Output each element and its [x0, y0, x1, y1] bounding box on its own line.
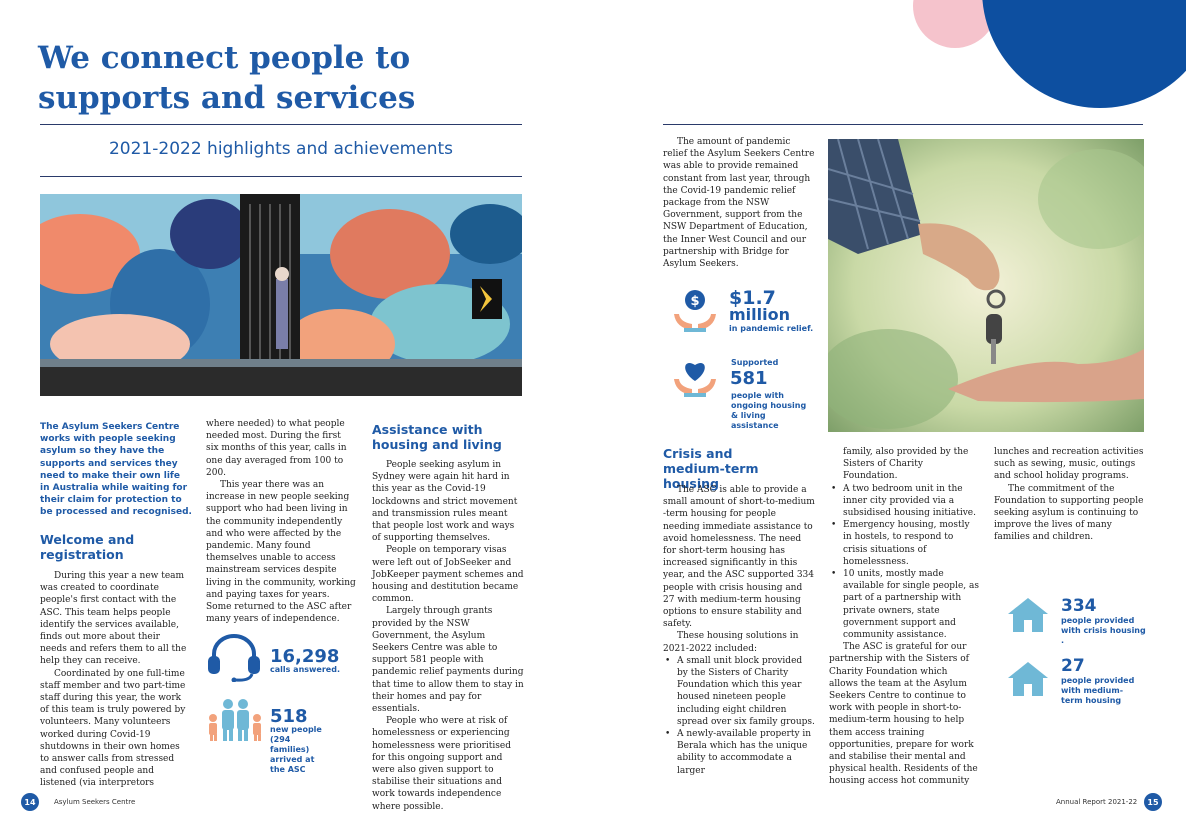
house-icon — [1006, 660, 1050, 698]
assistance-paragraph-2: People on temporary visas were left out of JobSeeker and JobKeeper payment schemes and housing and destitution became common. — [372, 545, 524, 605]
welcome-paragraph-1: During this year a new team was created to coordinate people's first contact with the ASC. This team helps people identify the services available, finds out more about their needs and refers them to all the help they can receive. — [40, 571, 187, 667]
housing-list-item: • A two bedroom unit in the inner city provided via a subsidised housing initiative. — [843, 483, 979, 520]
housing-list-item: • A newly-available property in Berala which has the unique ability to accommodate a larger — [677, 728, 815, 777]
heart-hands-icon — [670, 355, 720, 401]
money-hands-icon — [670, 288, 720, 334]
stat-crisis-number: 334 — [1061, 596, 1097, 616]
family-icon — [206, 698, 264, 742]
welcome-paragraph-2: Coordinated by one full-time staff member and two part-time staff during this year, the work of this team is truly powered by volunteers. Many volunteers worked during Covid-19 shutdowns in their own homes to answer calls from stressed and confused people and listened (via interpretors — [40, 668, 186, 789]
welcome-body — [40, 570, 188, 790]
svg-text:$: $ — [690, 294, 700, 309]
keys-photo — [828, 139, 1144, 432]
stat-supported-number: 581 — [730, 368, 768, 389]
assistance-body — [372, 459, 524, 813]
mural-photo — [40, 194, 522, 396]
relief-text: The amount of pandemic relief the Asylum Seekers Centre was able to provide remained constant from last year, through the Covid-19 pandemic relief package from the NSW Government, support from the NSW Department of Education, the Inner West Council and our partnership with Bridge for Asylum Seekers. — [663, 137, 815, 270]
crisis-body — [663, 484, 815, 777]
column-3-paragraph-1: lunches and recreation activities such as sewing, music, outings and school holiday programs. — [994, 447, 1144, 482]
stat-calls-number: 16,298 — [270, 646, 340, 667]
stat-crisis-label: people provided with crisis housing . — [1061, 616, 1146, 645]
relief-paragraph — [663, 136, 815, 270]
stat-supported-prefix: Supported — [731, 358, 779, 367]
page-title — [38, 38, 498, 118]
crisis-paragraph-2: These housing solutions in 2021-2022 included: — [663, 631, 799, 654]
stat-people-label: new people (294 families) arrived at the ASC — [270, 725, 322, 774]
stat-calls-label: calls answered. — [270, 665, 340, 674]
section-subtitle: 2021-2022 highlights and achievements — [108, 139, 453, 159]
stat-people-number: 518 — [270, 706, 308, 727]
crisis-heading: Crisis and medium-term housing — [663, 446, 759, 491]
stat-medium-label: people provided with medium-term housing — [1061, 676, 1135, 705]
decorative-circles — [900, 0, 1186, 140]
stat-relief-amount: $1.7 — [729, 287, 776, 309]
column-2-text — [206, 418, 356, 625]
footer-org-name: Asylum Seekers Centre — [54, 798, 136, 806]
headset-icon — [206, 634, 262, 682]
housing-list-item: • 10 units, mostly made available for single people, as part of a partnership with private owners, state government support and community assistance. — [843, 568, 979, 641]
crisis-paragraph-1: The ASC is able to provide a small amount of short-to-medium -term housing for people needing immediate assistance to avoid homelessness. The need for short-term housing has increased significantly in this year, and the ASC supported 334 people with crisis housing and 27 with medium-term housing options to ensure stability and safety. — [663, 485, 815, 630]
footer-report-name: Annual Report 2021-22 — [1056, 798, 1138, 806]
column-2-paragraph-2: This year there was an increase in new people seeking support who had been living in the community independently and who were affected by the pandemic. Many found themselves unable to access mainstream services despite living in the community, working and paying taxes for years. Some returned to the ASC after many years of independence. — [206, 480, 356, 625]
housing-list-2 — [829, 483, 979, 642]
intro-paragraph: The Asylum Seekers Centre works with people seeking asylum so they have the supports and services they need to make their own life in Australia while waiting for their claim for protection to be processed and recognised. — [40, 422, 192, 518]
partnership-paragraph: The ASC is grateful for our partnership with the Sisters of Charity Foundation which allows the team at the Asylum Seekers Centre to continue to work with people in short-to-medium-term housing to help them access training opportunities, prepare for work and stabilise their mental and physical health. Residents of the housing access hot community — [829, 642, 978, 787]
assistance-paragraph-1: People seeking asylum in Sydney were again hit hard in this year as the Covid-19 lockdowns and strict movement and transmission rules meant that people lost work and ways of supporting themselves. — [372, 460, 518, 544]
housing-list-item: • Emergency housing, mostly in hostels, to respond to crisis situations of homelessness. — [843, 519, 979, 568]
subtitle-rule — [40, 176, 522, 177]
column-3-paragraph-2: The commitment of the Foundation to supporting people seeking asylum is continuing to improve the lives of many families and children. — [994, 483, 1144, 543]
column-2-paragraph-1: where needed) to what people needed most. During the first six months of this year, calls in one day averaged from 100 to 200. — [206, 419, 347, 478]
stat-relief-label: in pandemic relief. — [729, 324, 814, 333]
page-number-right: 15 — [1144, 793, 1162, 811]
stat-medium-number: 27 — [1061, 656, 1085, 676]
right-top-rule — [663, 124, 1143, 125]
stat-supported-label: people with ongoing housing & living assistance — [731, 391, 807, 430]
crisis-column-3 — [994, 446, 1144, 544]
column-2-continuation: family, also provided by the Sisters of Charity Foundation. — [843, 447, 969, 482]
housing-list-item: • A small unit block provided by the Sisters of Charity Foundation which this year housed nineteen people including eight children spread over six family groups. — [677, 655, 815, 728]
title-line-2: supports and services — [38, 80, 416, 116]
title-line-1: We connect people to — [38, 40, 411, 76]
stat-relief-unit: million — [729, 305, 790, 324]
assistance-heading: Assistance with housing and living — [372, 422, 502, 452]
welcome-heading: Welcome and registration — [40, 532, 135, 562]
assistance-paragraph-4: People who were at risk of homelessness or experiencing homelessness were prioritised for this ongoing support and were also given support to stabilise their situations and work towards independence where possible. — [372, 716, 511, 812]
house-icon — [1006, 596, 1050, 634]
housing-list-1 — [663, 655, 815, 777]
crisis-column-2 — [829, 446, 979, 788]
assistance-paragraph-3: Largely through grants provided by the NSW Government, the Asylum Seekers Centre was able to support 581 people with pandemic relief payments during that time to allow them to stay in their homes and pay for essentials. — [372, 606, 524, 715]
title-rule — [40, 124, 522, 125]
page-number-left: 14 — [21, 793, 39, 811]
